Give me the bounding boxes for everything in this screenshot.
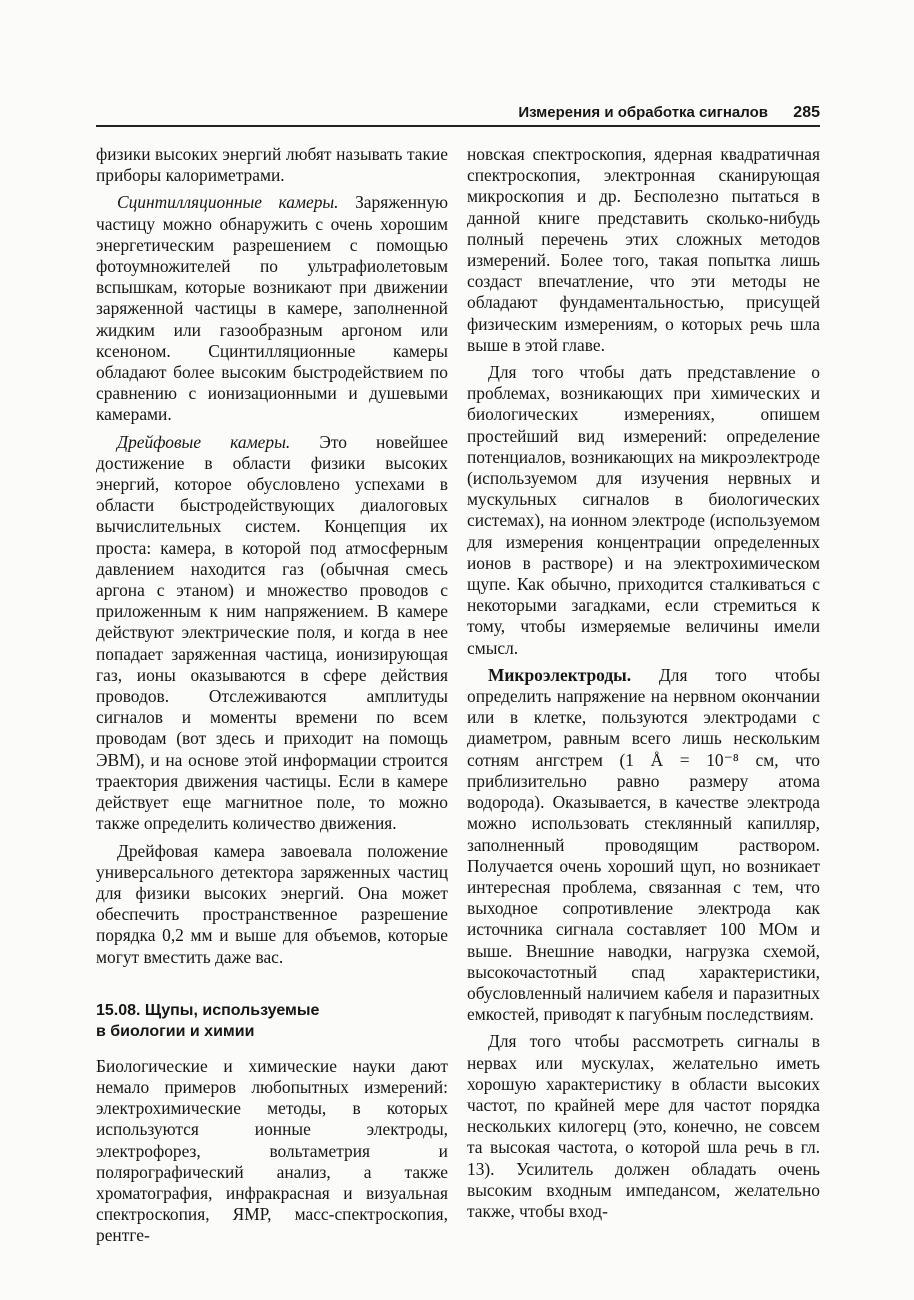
section-heading (96, 1000, 448, 1042)
paragraph-scintillation-chambers (96, 192, 448, 425)
paragraph-drift-chambers (96, 432, 448, 835)
paragraph-microelectrodes-text: Для того чтобы определить напряжение на нервном окончании или в клетке, пользуются электродами с диаметром, равным всего лишь нескольким сотням ангстрем (1 Å = 10⁻⁸ см, что приблизительно равно размеру атома водорода). Оказывается, в качестве электрода можно использовать стеклянный капилляр, заполненный проводящим раствором. Получается очень хороший щуп, но возникает интересная проблема, связанная с тем, что выходное сопротивление электрода как источника сигнала составляет 100 МОм и выше. Внешние наводки, нагрузка схемой, высокочастотный спад характеристики, обусловленный наличием кабеля и паразитных емкостей, приводят к пагубным последствиям. (467, 664, 820, 1025)
paragraph-universal-detector: Дрейфовая камера завоевала положение универсального детектора заряженных частиц для физики высоких энергий. Она может обеспечить пространственное разрешение порядка 0,2 мм и выше для объемов, которые могут вместить даже вас. (96, 840, 448, 967)
paragraph-scintillation-text: Заряженную частицу можно обнаружить с очень хорошим энергетическим разрешением с помощью фотоумножителей по ультрафиолетовым вспышкам, которые возникают при движении заряженной частицы в камере, заполненной жидким или газообразным аргоном или ксеноном. Сцинтилляционные камеры обладают более высоким быстродействием по сравнению с ионизационными и душевыми камерами. (96, 192, 448, 425)
paragraph-microelectrodes (467, 665, 820, 1025)
right-column (467, 144, 820, 1222)
paragraph-drift-text: Это новейшее достижение в области физики высоких энергий, которое обусловлено успехами в области быстродействующих диалоговых вычислительных систем. Концепция их проста: камера, в которой под атмосферным давлением находится газ (обычная смесь аргона с этаном) и множество проводов с приложенным к ним напряжением. В камере действуют электрические поля, и когда в нее попадает заряженная частица, ионизирующая газ, ионы оказываются в сфере действия проводов. Отслеживаются амплитуды сигналов и моменты времени по всем проводам (вот здесь и приходит на помощь ЭВМ), и на основе этой информации строится траектория движения частицы. Если в камере действует еще магнитное поле, то можно также определить количество движения. (96, 431, 448, 834)
term-drift-chambers: Дрейфовые камеры. (117, 431, 291, 452)
paragraph-methods-list: новская спектроскопия, ядерная квадратичная спектроскопия, электронная сканирующая микроскопия и др. Бесполезно пытаться в данной книге представить сколько-нибудь полный перечень этих сложных методов измерений. Более того, такая попытка лишь создаст впечатление, что эти методы не обладают фундаментальностью, присущей физическим измерениям, о которых речь шла выше в этой главе. (467, 144, 820, 355)
section-heading-line1: 15.08. Щупы, используемые (96, 1001, 320, 1019)
page-number: 285 (793, 104, 820, 121)
running-header-title: Измерения и обработка сигналов (518, 104, 768, 121)
paragraph-bio-chem-intro: Биологические и химические науки дают немало примеров любопытных измерений: электрохимические методы, в которых используются ионные электроды, электрофорез, вольтаметрия и полярографический анализ, а также хроматография, инфракрасная и визуальная спектроскопия, ЯМР, масс-спектроскопия, рентге- (96, 1055, 448, 1246)
left-column (96, 144, 448, 1247)
running-header (96, 103, 820, 127)
term-scintillation-chambers: Сцинтилляционные камеры. (117, 192, 339, 213)
section-heading-line2: в биологии и химии (96, 1022, 255, 1040)
paragraph-nerve-signals: Для того чтобы рассмотреть сигналы в нервах или мускулах, желательно иметь хорошую характеристику в области высоких частот, по крайней мере для частот порядка нескольких килогерц (это, конечно, не совсем та высокая частота, о которой шла речь в гл. 13). Усилитель должен обладать очень высоким входным импедансом, желательно также, чтобы вход- (467, 1031, 820, 1221)
paragraph-calorimeters: физики высоких энергий любят называть такие приборы калориметрами. (96, 144, 448, 186)
paragraph-measurement-problems: Для того чтобы дать представление о проблемах, возникающих при химических и биологических измерениях, опишем простейший вид измерений: определение потенциалов, возникающих на микроэлектроде (используемом для изучения нервных и мускульных сигналов в биологических системах), на ионном электроде (используемом для измерения концентрации определенных ионов в растворе) и на электрохимическом щупе. Как обычно, приходится сталкиваться с некоторыми загадками, если стремиться к тому, чтобы измеряемые величины имели смысл. (467, 362, 820, 658)
term-microelectrodes: Микроэлектроды. (488, 664, 632, 685)
